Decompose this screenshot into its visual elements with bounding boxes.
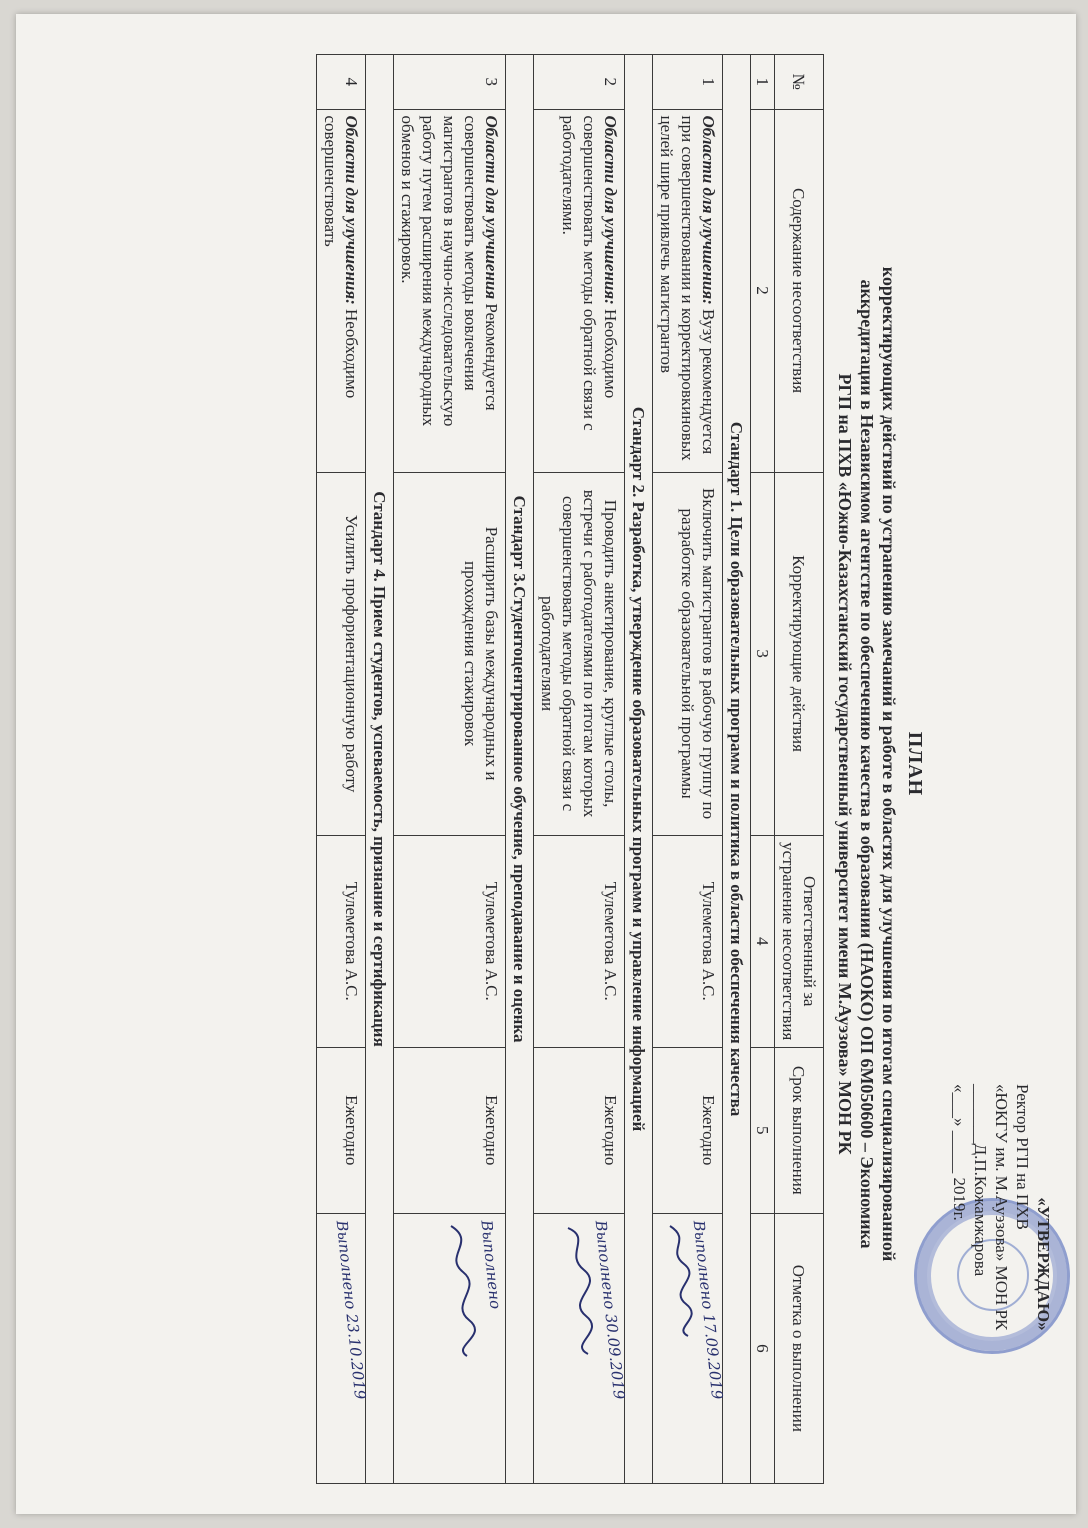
row-mark — [534, 1213, 629, 1483]
signature-scribble — [558, 1220, 598, 1360]
improvement-label: Области для улучшения — [482, 115, 501, 300]
row-action: Расширить базы международных и прохождения стажировок — [394, 472, 506, 835]
table-header-row — [775, 55, 824, 1484]
header-content: Содержание несоответствия — [775, 109, 824, 472]
row-responsible: Тулеметова А.С. — [534, 835, 625, 1047]
header-mark: Отметка о выполнении — [775, 1213, 824, 1483]
table-row — [317, 55, 366, 1484]
row-mark — [653, 1213, 727, 1483]
row-term: Ежегодно — [534, 1047, 625, 1213]
row-content — [317, 109, 366, 472]
handwritten-mark: Выполнено 17.09.2019 — [689, 1219, 727, 1400]
approval-line: «ЮКГУ им. М.Ауэзова» МОН РК — [992, 1084, 1011, 1331]
approval-line: «___» _____ 2019г. — [950, 1084, 969, 1221]
approval-heading: «УТВЕРЖДАЮ» — [1034, 1197, 1053, 1331]
standard-row — [625, 55, 653, 1484]
content-text: Рекомендуется совершенствовать методы вовлечения магистрантов в научно-исследовательскую работу путем расширения международных обменов и стажировок. — [398, 115, 501, 427]
row-content — [534, 109, 625, 472]
approval-block — [949, 1084, 1054, 1444]
column-number: 5 — [751, 1047, 775, 1213]
title-line: аккредитации в Независимом агентстве по обеспечению качества в образовании (НАОКО) ОП 6М050600 – Экономика — [857, 279, 877, 1249]
title-line: РГП на ПХВ «Южно-Казахстанский государственный университет имени М.Ауэзова» МОН РК — [835, 373, 855, 1155]
header-responsible: Ответственный за устранение несоответствия — [775, 835, 824, 1047]
improvement-label: Области для улучшения: — [342, 115, 361, 305]
row-number: 1 — [653, 55, 723, 110]
row-term: Ежегодно — [317, 1047, 366, 1213]
row-mark — [394, 1213, 506, 1483]
row-action: Включить магистрантов в рабочую группу по разработке образовательной программы — [653, 472, 723, 835]
header-action: Корректирующие действия — [775, 472, 824, 835]
header-no: № — [775, 55, 824, 110]
column-number: 1 — [751, 55, 775, 110]
improvement-label: Области для улучшения: — [601, 115, 620, 305]
plan-heading: ПЛАН — [904, 731, 926, 797]
row-mark — [317, 1213, 370, 1483]
row-content — [394, 109, 506, 472]
row-action: Проводить анкетирование, круглые столы, встречи с работодателями по итогам которых совершенствовать методы обратной связи с работодателями — [534, 472, 625, 835]
handwritten-mark: Выполнено — [477, 1219, 505, 1310]
column-number: 2 — [751, 109, 775, 472]
content-text: Необходимо совершенствовать методы обратной связи с работодателями. — [559, 115, 620, 431]
approval-line: Ректор РГП на ПХВ — [1013, 1084, 1032, 1230]
row-number: 2 — [534, 55, 625, 110]
content-text: Необходимо совершенствовать — [321, 115, 361, 399]
standard-title: Стандарт 1. Цели образовательных программ и политика в области обеспечения качества — [723, 55, 751, 1484]
table-row — [653, 55, 723, 1484]
table-row — [394, 55, 506, 1484]
standard-title: Стандарт 4. Прием студентов, успеваемость, признание и сертификация — [366, 55, 394, 1484]
row-content — [653, 109, 723, 472]
row-number: 4 — [317, 55, 366, 110]
column-number: 6 — [751, 1213, 775, 1483]
standard-title: Стандарт 2. Разработка, утверждение образовательных программ и управление информацией — [625, 55, 653, 1484]
column-number: 4 — [751, 835, 775, 1047]
plan-table — [316, 54, 824, 1484]
row-number: 3 — [394, 55, 506, 110]
column-number-row — [751, 55, 775, 1484]
standard-title: Стандарт 3.Студентоцентрированное обучение, преподавание и оценка — [506, 55, 534, 1484]
row-responsible: Тулеметова А.С. — [394, 835, 506, 1047]
row-term: Ежегодно — [653, 1047, 723, 1213]
document-page — [16, 14, 1076, 1514]
column-number: 3 — [751, 472, 775, 835]
row-responsible: Тулеметова А.С. — [653, 835, 723, 1047]
row-action: Усилить профориентационную работу — [317, 472, 366, 835]
signature-scribble — [439, 1220, 479, 1360]
table-row — [534, 55, 625, 1484]
standard-row — [366, 55, 394, 1484]
row-term: Ежегодно — [394, 1047, 506, 1213]
approval-line: _______Д.П.Кожамжарова — [971, 1084, 990, 1277]
title-line: корректирующих действий по устранению замечаний и работе в областях для улучшения по итогам специализированной — [879, 266, 899, 1262]
handwritten-mark: Выполнено 23.10.2019 — [332, 1219, 370, 1400]
row-responsible: Тулеметова А.С. — [317, 835, 366, 1047]
content-text: Вузу рекомендуется при совершенствовании и корректировкиновых целей шире привлечь магистрантов — [657, 115, 718, 461]
standard-row — [506, 55, 534, 1484]
improvement-label: Области для улучшения: — [699, 115, 718, 305]
handwritten-mark: Выполнено 30.09.2019 — [591, 1219, 629, 1400]
document-title — [834, 164, 926, 1364]
standard-row — [723, 55, 751, 1484]
header-term: Срок выполнения — [775, 1047, 824, 1213]
